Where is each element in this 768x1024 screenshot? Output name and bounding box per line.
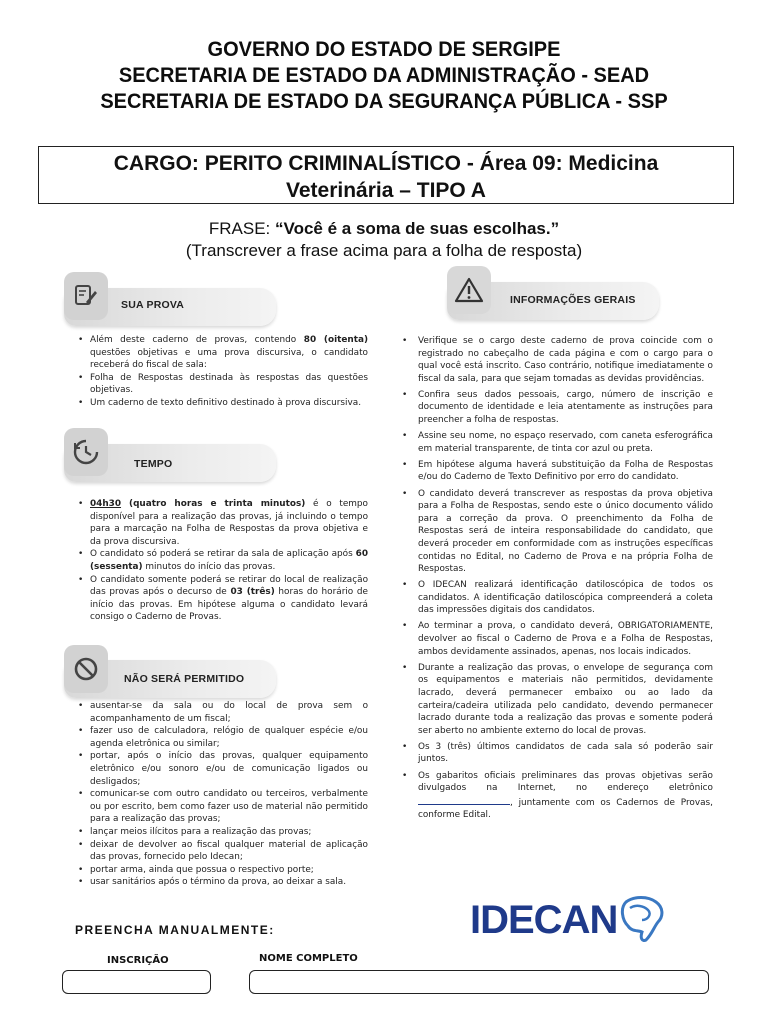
header-line-3: SECRETARIA DE ESTADO DA SEGURANÇA PÚBLICA - SSP <box>100 89 668 113</box>
list-item: • 04h30 (quatro horas e trinta minutos) é o tempo disponível para a realização das provas, já incluindo o tempo para a marcação na Folha de Respostas da prova objetiva e da prova discursiva. <box>78 498 368 548</box>
list-item: • lançar meios ilícitos para a realização das provas; <box>78 826 368 839</box>
informacoes-title: INFORMAÇÕES GERAIS <box>510 294 636 306</box>
nao-permitido-list <box>78 700 368 889</box>
list-item: • Em hipótese alguma haverá substituição da Folha de Respostas e/ou do Caderno de Texto Definitivo por erro do candidato. <box>400 459 713 484</box>
fill-manually-label: PREENCHA MANUALMENTE: <box>75 923 275 937</box>
idecan-logo <box>470 894 670 950</box>
list-item: • Confira seus dados pessoais, cargo, número de inscrição e documento de identidade e leia atentamente as instruções para preencher a folha de respostas. <box>400 389 713 427</box>
list-item: • O candidato somente poderá se retirar do local de realização das provas após o decurso de 03 (três) horas do horário de início das provas. Em hipótese alguma o candidato levará consigo o Caderno de Provas. <box>78 574 368 624</box>
cargo-box <box>38 146 734 204</box>
tempo-icon-box <box>64 428 108 476</box>
prohibited-icon <box>72 655 100 683</box>
list-item: • usar sanitários após o término da prova, ao deixar a sala. <box>78 876 368 889</box>
list-item: • deixar de devolver ao fiscal qualquer material de aplicação das provas, fornecido pelo Idecan; <box>78 839 368 864</box>
frase-block <box>0 218 768 262</box>
frase-quote: “Você é a soma de suas escolhas.” <box>275 219 560 238</box>
list-item: • Além deste caderno de provas, contendo 80 (oitenta) questões objetivas e uma prova discursiva, o candidato receberá do fiscal de sala: <box>78 334 368 372</box>
list-item: • Um caderno de texto definitivo destinado à prova discursiva. <box>78 397 368 410</box>
document-header <box>27 36 741 114</box>
frase-label: FRASE: <box>208 219 275 238</box>
list-item: • portar, após o início das provas, qualquer equipamento eletrônico e/ou sonoro e/ou de comunicação ligados ou desligados; <box>78 750 368 788</box>
list-item: • Os 3 (três) últimos candidatos de cada sala só poderão sair juntos. <box>400 741 713 766</box>
nome-completo-label: NOME COMPLETO <box>259 953 358 964</box>
list-item: • Ao terminar a prova, o candidato deverá, OBRIGATORIAMENTE, devolver ao fiscal o Caderno de Prova e a Folha de Respostas, ambos devidamente assinados, apenas, nos locais indicados. <box>400 620 713 658</box>
sua-prova-title: SUA PROVA <box>121 299 185 311</box>
inscricao-field[interactable] <box>62 970 211 994</box>
list-item: • ausentar-se da sala ou do local de prova sem o acompanhamento de um fiscal; <box>78 700 368 725</box>
list-item: • O candidato só poderá se retirar da sala de aplicação após 60 (sessenta) minutos do início das provas. <box>78 548 368 573</box>
nome-completo-field[interactable] <box>249 970 709 994</box>
tempo-title: TEMPO <box>134 458 173 470</box>
inscricao-label: INSCRIÇÃO <box>107 955 169 966</box>
pencil-paper-icon <box>72 282 100 310</box>
informacoes-icon-box <box>447 266 491 314</box>
list-item: • comunicar-se com outro candidato ou terceiros, verbalmente ou por escrito, bem como fazer uso de material não permitido para a realização das provas; <box>78 788 368 826</box>
list-item: • Durante a realização das provas, o envelope de segurança com os equipamentos e materiais não permitidos, devidamente lacrado, deverá permanecer embaixo ou ao lado da carteira/cadeira utilizada pelo candidato, devendo permanecer lacrado durante toda a realização das provas e somente poderá ser aberto no ambiente externo do local de provas. <box>400 662 713 738</box>
logo-text: IDECAN <box>470 898 618 942</box>
clock-icon <box>71 437 101 467</box>
nao-permitido-icon-box <box>64 645 108 693</box>
informacoes-list <box>400 335 713 825</box>
cargo-line-1: CARGO: PERITO CRIMINALÍSTICO - Área 09: Medicina <box>113 152 659 175</box>
list-item: • Assine seu nome, no espaço reservado, com caneta esferográfica em material transparente, de tinta cor azul ou preta. <box>400 430 713 455</box>
frase-instruction: (Transcrever a frase acima para a folha de resposta) <box>185 241 583 260</box>
list-item: • Os gabaritos oficiais preliminares das provas objetivas serão divulgados na Internet, no endereço eletrônico , juntamente com os Cadernos de Provas, conforme Edital. <box>400 770 713 822</box>
list-item: • O IDECAN realizará identificação datiloscópica de todos os candidatos. A identificação datiloscópica compreenderá a coleta das impressões digitais dos candidatos. <box>400 579 713 617</box>
warning-icon <box>454 276 484 304</box>
list-item: • Verifique se o cargo deste caderno de prova coincide com o registrado no cabeçalho de cada página e com o cargo para o qual você está inscrito. Caso contrário, notifique imediatamente o fiscal da sala, para que sejam tomadas as devidas providências. <box>400 335 713 385</box>
list-item: • O candidato deverá transcrever as respostas da prova objetiva para a Folha de Respostas, sendo este o único documento válido para a correção da prova. O preenchimento da Folha de Respostas será de inteira responsabilidade do candidato, que deverá proceder em conformidade com as instruções específicas contidas no Edital, no Caderno de Prova e na própria Folha de Respostas. <box>400 488 713 576</box>
brazil-map-icon <box>618 894 666 944</box>
list-item: • Folha de Respostas destinada às respostas das questões objetivas. <box>78 372 368 397</box>
nao-permitido-title: NÃO SERÁ PERMITIDO <box>124 673 245 685</box>
list-item: • portar arma, ainda que possua o respectivo porte; <box>78 864 368 877</box>
header-line-1: GOVERNO DO ESTADO DE SERGIPE <box>207 37 561 61</box>
tempo-list <box>78 498 368 624</box>
list-item: • fazer uso de calculadora, relógio de qualquer espécie e/ou agenda eletrônica ou similar; <box>78 725 368 750</box>
sua-prova-list <box>78 334 368 410</box>
header-line-2: SECRETARIA DE ESTADO DA ADMINISTRAÇÃO - SEAD <box>118 63 650 87</box>
sua-prova-icon-box <box>64 272 108 320</box>
cargo-line-2: Veterinária – TIPO A <box>286 179 486 202</box>
url-blank <box>418 795 510 805</box>
